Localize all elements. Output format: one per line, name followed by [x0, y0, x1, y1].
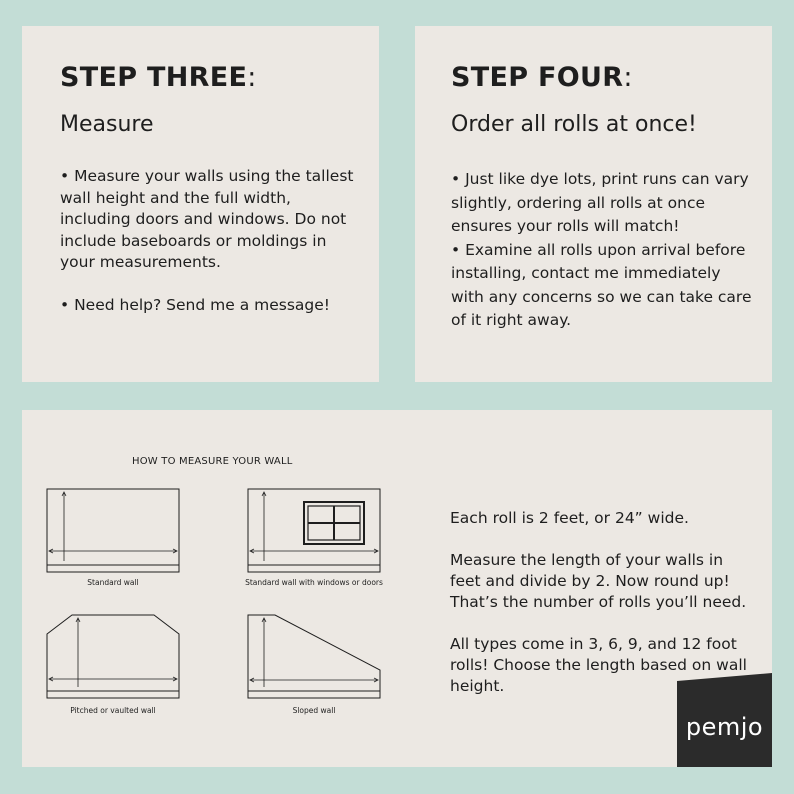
logo-text: pemjo: [685, 713, 764, 741]
pemjo-logo: [677, 673, 772, 767]
measure-guide-panel: [22, 410, 772, 767]
window-wall-caption: Standard wall with windows or doors: [245, 578, 383, 587]
standard-wall-icon: [46, 488, 180, 574]
roll-info-lengths: All types come in 3, 6, 9, and 12 foot rolls! Choose the length based on wall height.: [450, 635, 747, 695]
step-four-subtitle: Order all rolls at once!: [451, 112, 697, 137]
step-four-title-text: STEP FOUR: [451, 62, 624, 93]
roll-info-calculation: Measure the length of your walls in feet and divide by 2. Now round up! That’s the number of rolls you’ll need.: [450, 551, 747, 611]
step-three-title-text: STEP THREE: [60, 62, 248, 93]
pitched-wall-caption: Pitched or vaulted wall: [70, 706, 156, 715]
standard-wall-caption: Standard wall: [87, 578, 139, 587]
step-three-panel: [22, 26, 379, 382]
measure-guide-heading: HOW TO MEASURE YOUR WALL: [132, 456, 293, 467]
step-three-colon: :: [247, 62, 257, 93]
step-four-title: [451, 62, 633, 93]
pitched-wall-icon: [46, 614, 180, 700]
wall-with-window-icon: [247, 488, 381, 574]
step-three-bullet-1: • Measure your walls using the tallest wall height and the full width, including doors and windows. Do not include baseboards or moldings in your measurements.: [60, 167, 354, 271]
sloped-wall-caption: Sloped wall: [292, 706, 336, 715]
step-three-body: [60, 166, 360, 316]
step-three-subtitle: Measure: [60, 112, 154, 137]
step-four-body: [451, 168, 757, 333]
roll-info-width: Each roll is 2 feet, or 24” wide.: [450, 509, 689, 527]
step-four-bullet-2: • Examine all rolls upon arrival before installing, contact me immediately with any concerns so we can take care of it right away.: [451, 240, 752, 329]
step-three-bullet-2: • Need help? Send me a message!: [60, 295, 330, 314]
step-four-panel: [415, 26, 772, 382]
step-four-bullet-1: • Just like dye lots, print runs can vary slightly, ordering all rolls at once ensures your rolls will match!: [451, 170, 749, 235]
sloped-wall-icon: [247, 614, 381, 700]
step-four-colon: :: [623, 62, 633, 93]
step-three-title: [60, 62, 257, 93]
